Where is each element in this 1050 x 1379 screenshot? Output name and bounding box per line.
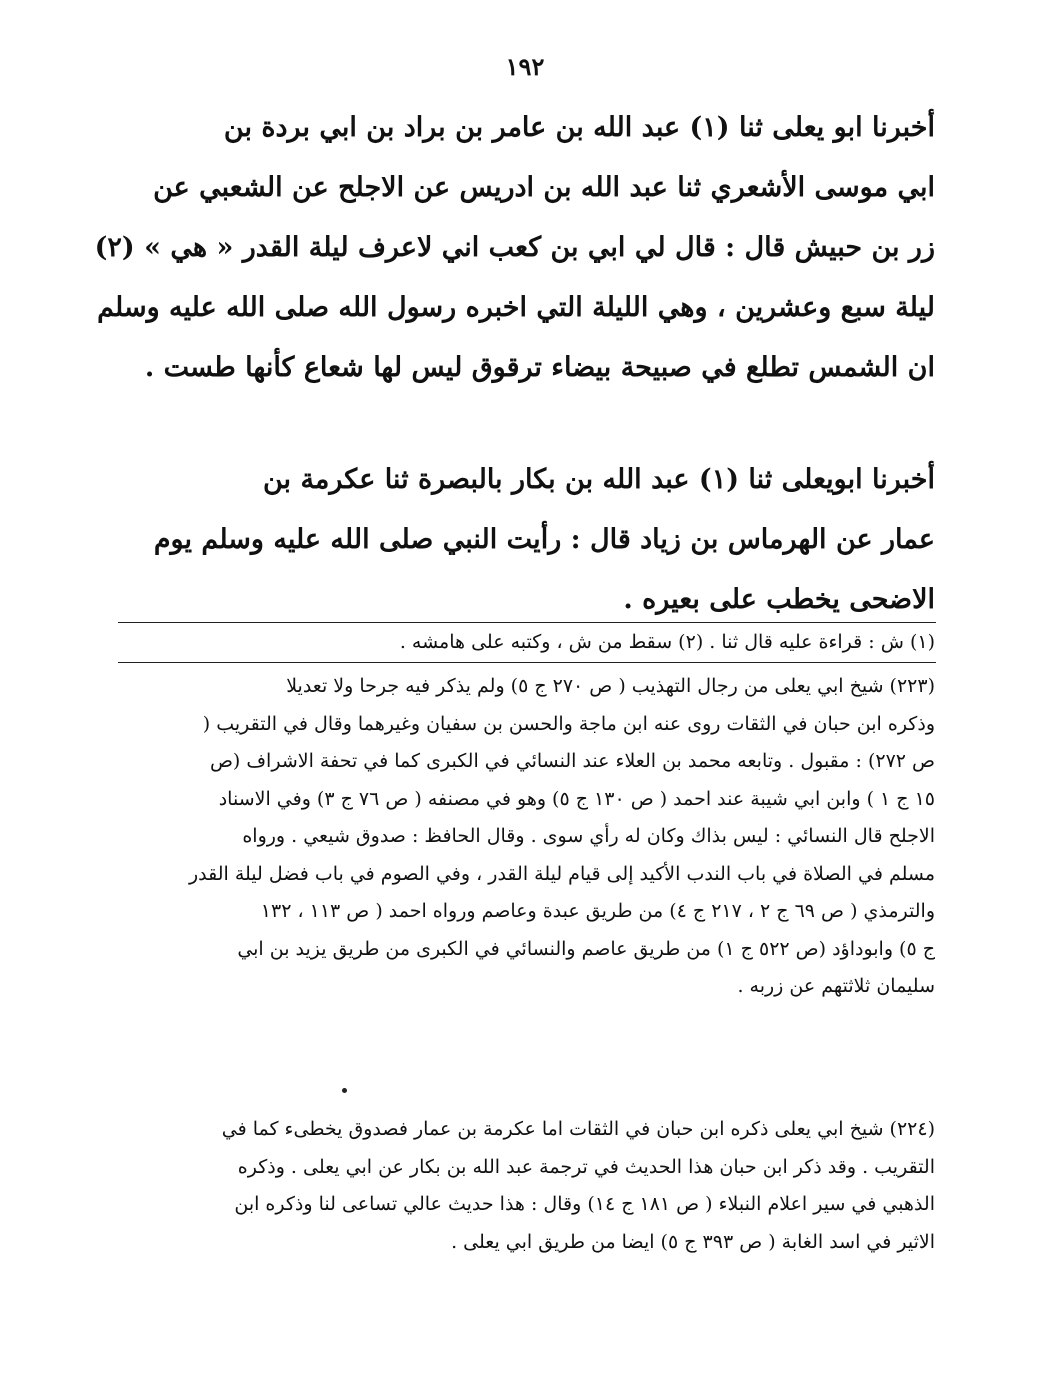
commentary-divider bbox=[118, 662, 936, 663]
commentary-223-line-9: سليمان ثلاثتهم عن زربه . bbox=[737, 975, 935, 997]
hadith-223-line-4: ليلة سبع وعشرين ، وهي الليلة التي اخبره رسول الله صلى الله عليه وسلم bbox=[97, 292, 935, 323]
hadith-224 bbox=[125, 450, 935, 630]
hadith-223-line-1 bbox=[125, 98, 935, 158]
commentary-223-line-1: (٢٢٣) شيخ ابي يعلى من رجال التهذيب ( ص ٢٧٠ ج ٥) ولم يذكر فيه جرحا ولا تعديلا bbox=[286, 675, 935, 697]
hadith-223-line-1-text: أخبرنا ابو يعلى ثنا (١) عبد الله بن عامر بن براد بن ابي بردة بن bbox=[223, 112, 935, 143]
commentary-223 bbox=[125, 668, 935, 1006]
commentary-224-line-1: (٢٢٤) شيخ ابي يعلى ذكره ابن حبان في الثقات اما عكرمة بن عمار فصدوق يخطىء كما في bbox=[221, 1118, 935, 1140]
scan-speck bbox=[342, 1088, 347, 1093]
commentary-223-line-4: ١٥ ج ١ ) وابن ابي شيبة عند احمد ( ص ١٣٠ ج ٥) وهو في مصنفه ( ص ٧٦ ج ٣) وفي الاسناد bbox=[218, 787, 935, 810]
apparatus-footnote: (١) ش : قراءة عليه قال ثنا . (٢) سقط من ش ، وكتبه على هامشه . bbox=[399, 631, 935, 653]
hadith-223-line-2: ابي موسى الأشعري ثنا عبد الله بن ادريس عن الاجلح عن الشعبي عن bbox=[153, 172, 935, 203]
commentary-224-line-3: الذهبي في سير اعلام النبلاء ( ص ١٨١ ج ١٤) وقال : هذا حديث عالي تساعى لنا وذكره ابن bbox=[234, 1193, 935, 1215]
hadith-223 bbox=[94, 98, 935, 398]
footnote-divider bbox=[118, 622, 936, 623]
commentary-223-line-7: والترمذي ( ص ٦٩ ج ٢ ، ٢١٧ ج ٤) من طريق عبدة وعاصم ورواه احمد ( ص ١١٣ ، ١٣٢ bbox=[260, 900, 935, 922]
hadith-224-line-1: أخبرنا ابويعلى ثنا (١) عبد الله بن بكار بالبصرة ثنا عكرمة بن bbox=[262, 464, 935, 495]
hadith-223-line-3: زر بن حبيش قال : قال لي ابي بن كعب اني لاعرف ليلة القدر « هي » (٢) bbox=[94, 232, 935, 263]
hadith-224-line-3: الاضحى يخطب على بعيره . bbox=[623, 584, 935, 615]
hadith-223-line-5: ان الشمس تطلع في صبيحة بيضاء ترقوق ليس لها شعاع كأنها طست . bbox=[144, 352, 935, 383]
commentary-224-line-4: الاثير في اسد الغابة ( ص ٣٩٣ ج ٥) ايضا من طريق ابي يعلى . bbox=[451, 1230, 935, 1253]
commentary-224 bbox=[125, 1111, 935, 1261]
commentary-223-line-3: ص ٢٧٢) : مقبول . وتابعه محمد بن العلاء عند النسائي في الكبرى كما في تحفة الاشراف (ص bbox=[209, 750, 935, 772]
commentary-223-line-5: الاجلح قال النسائي : ليس بذاك وكان له رأي سوى . وقال الحافظ : صدوق شيعي . ورواه bbox=[242, 825, 935, 847]
page-number: ١٩٢ bbox=[505, 52, 545, 81]
hadith-224-line-2: عمار عن الهرماس بن زياد قال : رأيت النبي صلى الله عليه وسلم يوم bbox=[153, 524, 935, 555]
commentary-223-line-6: مسلم في الصلاة في باب الندب الأكيد إلى قيام ليلة القدر ، وفي الصوم في باب فضل ليلة القدر bbox=[188, 862, 935, 885]
commentary-224-line-2: التقريب . وقد ذكر ابن حبان هذا الحديث في ترجمة عبد الله بن بكار عن ابي يعلى . وذكره bbox=[237, 1155, 935, 1178]
commentary-223-line-8: ج ٥) وابوداؤد (ص ٥٢٢ ج ١) من طريق عاصم والنسائي في الكبرى من طريق يزيد بن ابي bbox=[237, 937, 935, 960]
commentary-223-line-2: وذكره ابن حبان في الثقات روى عنه ابن ماجة والحسن بن سفيان وغيرهما وقال في التقريب ( bbox=[202, 712, 935, 735]
